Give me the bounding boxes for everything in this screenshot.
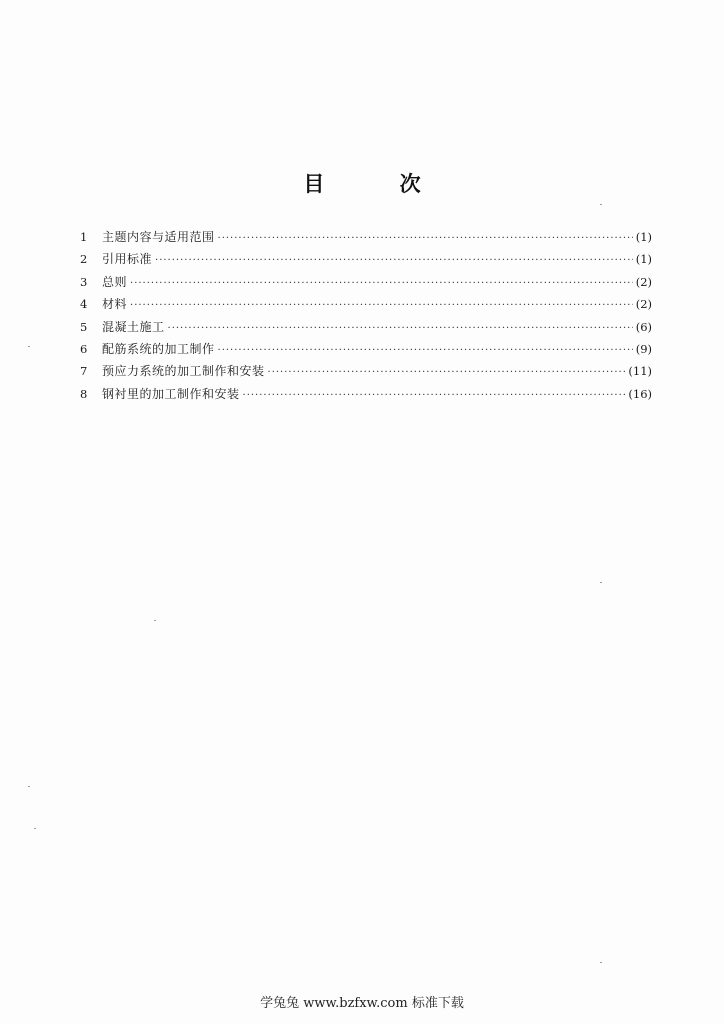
toc-entry-title: 总则	[102, 274, 128, 289]
toc-entry	[80, 338, 652, 360]
toc-entry	[80, 316, 652, 338]
toc-entry-number: 6	[80, 341, 88, 356]
toc-entry-page: (2)	[635, 274, 652, 289]
toc-entry-title: 预应力系统的加工制作和安装	[102, 364, 265, 379]
toc-entry-number: 1	[80, 230, 88, 244]
toc-entry-page: (1)	[635, 252, 652, 267]
toc-dot-leader	[130, 295, 633, 317]
toc-entry	[80, 360, 652, 382]
toc-entry-page: (16)	[628, 386, 652, 401]
scan-speck	[34, 828, 36, 829]
toc-entry-number: 2	[80, 252, 88, 267]
toc-dot-leader	[130, 273, 633, 295]
toc-entry-title: 钢衬里的加工制作和安装	[102, 386, 240, 401]
footer-watermark: 学兔兔 www.bzfxw.com 标准下载	[260, 996, 464, 1011]
toc-entry-title: 材料	[102, 297, 128, 312]
toc-entry-number: 8	[80, 386, 88, 401]
toc-entry	[80, 271, 652, 293]
toc-entry-number: 3	[80, 274, 88, 289]
toc-entry-page: (11)	[628, 364, 652, 379]
toc-entry	[80, 383, 652, 405]
toc-entry	[80, 293, 652, 315]
toc-dot-leader	[155, 250, 633, 272]
toc-entry-page: (1)	[635, 230, 652, 244]
toc-dot-leader	[268, 362, 626, 384]
toc-dot-leader	[168, 318, 633, 340]
toc-entry	[80, 248, 652, 270]
toc-entry	[80, 226, 652, 248]
toc-entry-title: 引用标准	[102, 252, 153, 267]
toc-dot-leader	[243, 385, 626, 407]
toc-dot-leader	[218, 340, 633, 362]
toc-entry-page: (9)	[635, 341, 652, 356]
toc-entry-page: (6)	[635, 319, 652, 334]
scan-speck	[600, 204, 602, 205]
scan-speck	[600, 582, 602, 583]
scan-speck	[28, 346, 30, 347]
toc-entry-number: 7	[80, 364, 88, 379]
toc-entry-number: 5	[80, 319, 88, 334]
toc-entry-number: 4	[80, 297, 88, 312]
toc-dot-leader	[218, 228, 633, 250]
page-title: 目 次	[303, 172, 455, 196]
toc-entry-title: 配筋系统的加工制作	[102, 341, 215, 356]
table-of-contents	[80, 226, 652, 405]
scan-speck	[154, 620, 156, 621]
scan-speck	[600, 962, 602, 963]
toc-entry-page: (2)	[635, 297, 652, 312]
scan-speck	[28, 786, 30, 787]
toc-entry-title: 混凝土施工	[102, 319, 165, 334]
toc-entry-title: 主题内容与适用范围	[102, 230, 215, 244]
